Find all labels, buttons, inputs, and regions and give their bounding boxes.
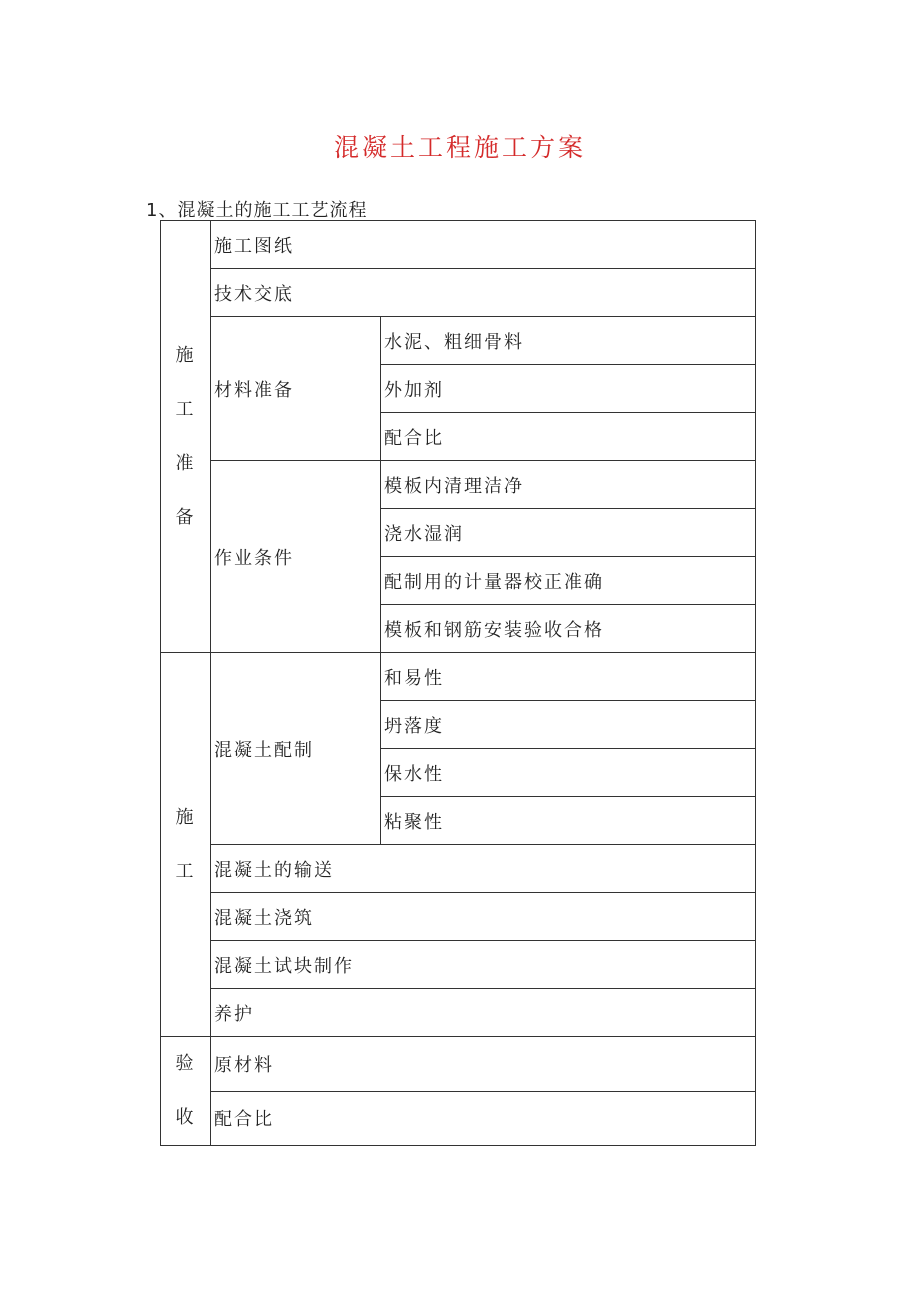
mix-property-item: 粘聚性 [381, 797, 756, 845]
section-heading: 1、混凝土的施工工艺流程 [146, 200, 368, 221]
construction-step: 混凝土浇筑 [211, 893, 756, 941]
phase-char: 收 [175, 1107, 196, 1128]
phase-cell-acceptance [161, 1037, 211, 1146]
phase-char: 施 [175, 344, 196, 366]
acceptance-item: 原材料 [211, 1037, 756, 1092]
construction-step: 养护 [211, 989, 756, 1037]
process-flow-table [160, 220, 756, 1146]
condition-item: 模板和钢筋安装验收合格 [381, 605, 756, 653]
mix-property-item: 保水性 [381, 749, 756, 797]
construction-step: 混凝土的输送 [211, 845, 756, 893]
mix-property-item: 和易性 [381, 653, 756, 701]
phase-char: 准 [175, 452, 196, 474]
phase-cell-preparation [161, 221, 211, 653]
construction-step: 混凝土试块制作 [211, 941, 756, 989]
material-item: 配合比 [381, 413, 756, 461]
acceptance-item: 配合比 [211, 1091, 756, 1146]
phase-char: 工 [175, 860, 196, 882]
condition-item: 浇水湿润 [381, 509, 756, 557]
material-item: 外加剂 [381, 365, 756, 413]
condition-item: 配制用的计量器校正准确 [381, 557, 756, 605]
phase-char: 备 [175, 506, 196, 528]
document-title: 混凝土工程施工方案 [333, 133, 586, 162]
mix-property-item: 坍落度 [381, 701, 756, 749]
phase-cell-construction [161, 653, 211, 1037]
step-material-preparation: 材料准备 [211, 317, 381, 461]
phase-char: 验 [175, 1053, 196, 1074]
phase-char: 工 [175, 398, 196, 420]
step-concrete-mixing: 混凝土配制 [211, 653, 381, 845]
material-item: 水泥、粗细骨料 [381, 317, 756, 365]
step-work-conditions: 作业条件 [211, 461, 381, 653]
condition-item: 模板内清理洁净 [381, 461, 756, 509]
step-construction-drawings: 施工图纸 [211, 221, 756, 269]
phase-char: 施 [175, 806, 196, 828]
step-technical-briefing: 技术交底 [211, 269, 756, 317]
